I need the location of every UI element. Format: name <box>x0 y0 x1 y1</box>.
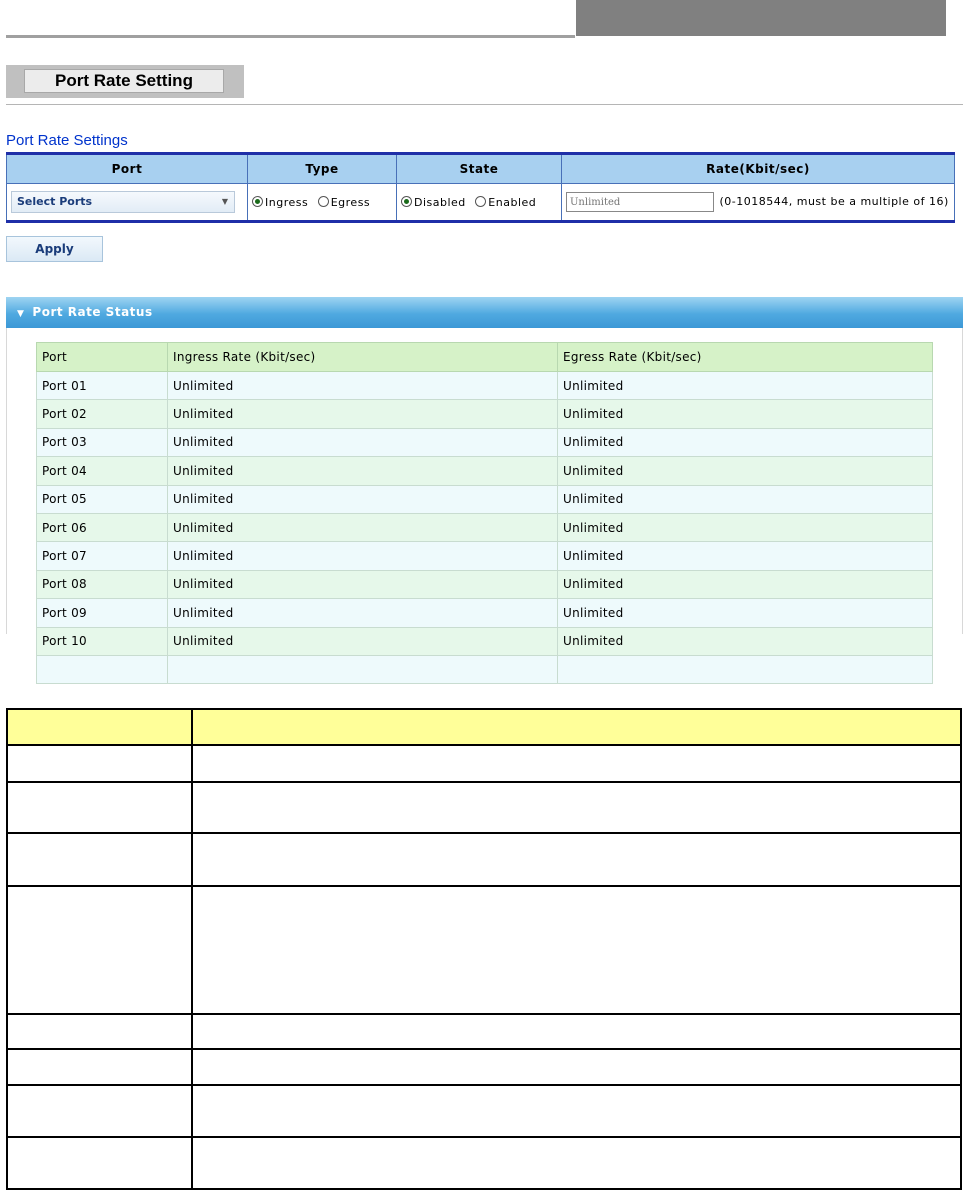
state-disabled-label: Disabled <box>414 195 466 209</box>
row-ingress: Unlimited <box>168 570 558 598</box>
status-col-ingress: Ingress Rate (Kbit/sec) <box>168 343 558 372</box>
row-port: Port 07 <box>37 542 168 570</box>
settings-heading: Port Rate Settings <box>6 132 128 149</box>
desc-cell <box>7 886 192 1014</box>
desc-cell <box>192 1014 961 1049</box>
row-egress: Unlimited <box>558 627 933 655</box>
status-col-port: Port <box>37 343 168 372</box>
row-egress: Unlimited <box>558 542 933 570</box>
row-ingress: Unlimited <box>168 372 558 400</box>
desc-cell <box>7 833 192 886</box>
row-ingress: Unlimited <box>168 457 558 485</box>
table-row <box>37 428 933 456</box>
type-egress-radio[interactable] <box>318 196 329 207</box>
row-ingress: Unlimited <box>168 485 558 513</box>
desc-cell <box>192 782 961 833</box>
row-port: Port 05 <box>37 485 168 513</box>
row-egress: Unlimited <box>558 485 933 513</box>
page-title-box <box>6 65 244 98</box>
desc-cell <box>7 782 192 833</box>
port-cell <box>7 184 248 222</box>
row-egress-partial <box>558 655 933 683</box>
state-enabled-label: Enabled <box>488 195 537 209</box>
status-heading: Port Rate Status <box>32 305 153 319</box>
table-row <box>37 485 933 513</box>
row-egress: Unlimited <box>558 599 933 627</box>
row-port: Port 02 <box>37 400 168 428</box>
col-state: State <box>397 154 562 184</box>
desc-cell <box>192 1049 961 1085</box>
state-cell <box>397 184 562 222</box>
state-disabled-radio[interactable] <box>401 196 412 207</box>
col-rate: Rate(Kbit/sec) <box>562 154 955 184</box>
row-port: Port 08 <box>37 570 168 598</box>
desc-row <box>7 833 961 886</box>
type-cell <box>248 184 397 222</box>
row-egress: Unlimited <box>558 513 933 541</box>
row-ingress-partial <box>168 655 558 683</box>
row-egress: Unlimited <box>558 400 933 428</box>
row-ingress: Unlimited <box>168 627 558 655</box>
description-table <box>6 708 962 1190</box>
row-egress: Unlimited <box>558 372 933 400</box>
type-ingress-radio[interactable] <box>252 196 263 207</box>
status-col-egress: Egress Rate (Kbit/sec) <box>558 343 933 372</box>
row-port: Port 04 <box>37 457 168 485</box>
rate-hint: (0-1018544, must be a multiple of 16) <box>719 195 949 208</box>
table-row <box>37 400 933 428</box>
row-port: Port 06 <box>37 513 168 541</box>
row-port: Port 10 <box>37 627 168 655</box>
page-title: Port Rate Setting <box>24 69 224 93</box>
desc-cell <box>192 745 961 782</box>
table-row <box>37 627 933 655</box>
rate-cell <box>562 184 955 222</box>
row-ingress: Unlimited <box>168 400 558 428</box>
header-block <box>576 0 946 36</box>
header-rule <box>6 35 575 38</box>
desc-row <box>7 782 961 833</box>
table-row <box>37 599 933 627</box>
type-ingress-label: Ingress <box>265 195 309 209</box>
port-rate-status-panel <box>6 328 963 649</box>
row-ingress: Unlimited <box>168 599 558 627</box>
row-egress: Unlimited <box>558 428 933 456</box>
title-divider <box>6 104 963 105</box>
desc-cell <box>192 1085 961 1137</box>
table-row <box>37 372 933 400</box>
desc-row <box>7 1049 961 1085</box>
row-port-partial <box>37 655 168 683</box>
state-enabled-radio[interactable] <box>475 196 486 207</box>
desc-header-row <box>7 709 961 745</box>
col-type: Type <box>248 154 397 184</box>
table-row <box>37 513 933 541</box>
desc-cell <box>7 1137 192 1189</box>
desc-cell <box>7 1014 192 1049</box>
table-row <box>37 542 933 570</box>
port-select[interactable] <box>11 191 235 213</box>
desc-header-description <box>192 709 961 745</box>
desc-cell <box>192 833 961 886</box>
caret-down-icon: ▼ <box>221 197 228 206</box>
desc-cell <box>192 1137 961 1189</box>
row-ingress: Unlimited <box>168 428 558 456</box>
rate-input[interactable] <box>566 192 714 212</box>
row-ingress: Unlimited <box>168 542 558 570</box>
desc-row <box>7 745 961 782</box>
table-row <box>37 655 933 683</box>
row-port: Port 03 <box>37 428 168 456</box>
row-port: Port 01 <box>37 372 168 400</box>
port-rate-settings-table <box>6 152 955 223</box>
desc-row <box>7 1137 961 1189</box>
port-rate-status-header[interactable] <box>6 297 963 328</box>
desc-cell <box>7 1085 192 1137</box>
desc-row <box>7 886 961 1014</box>
apply-button[interactable]: Apply <box>6 236 103 262</box>
col-port: Port <box>7 154 248 184</box>
type-egress-label: Egress <box>330 195 371 209</box>
port-rate-status-table <box>36 342 933 684</box>
desc-cell <box>7 1049 192 1085</box>
row-port: Port 09 <box>37 599 168 627</box>
desc-cell <box>192 886 961 1014</box>
row-ingress: Unlimited <box>168 513 558 541</box>
desc-row <box>7 1085 961 1137</box>
table-row <box>37 457 933 485</box>
desc-cell <box>7 745 192 782</box>
triangle-down-icon[interactable]: ▼ <box>17 309 25 319</box>
port-select-label: Select Ports <box>17 195 93 208</box>
desc-row <box>7 1014 961 1049</box>
desc-header-object <box>7 709 192 745</box>
table-row <box>37 570 933 598</box>
row-egress: Unlimited <box>558 457 933 485</box>
row-egress: Unlimited <box>558 570 933 598</box>
